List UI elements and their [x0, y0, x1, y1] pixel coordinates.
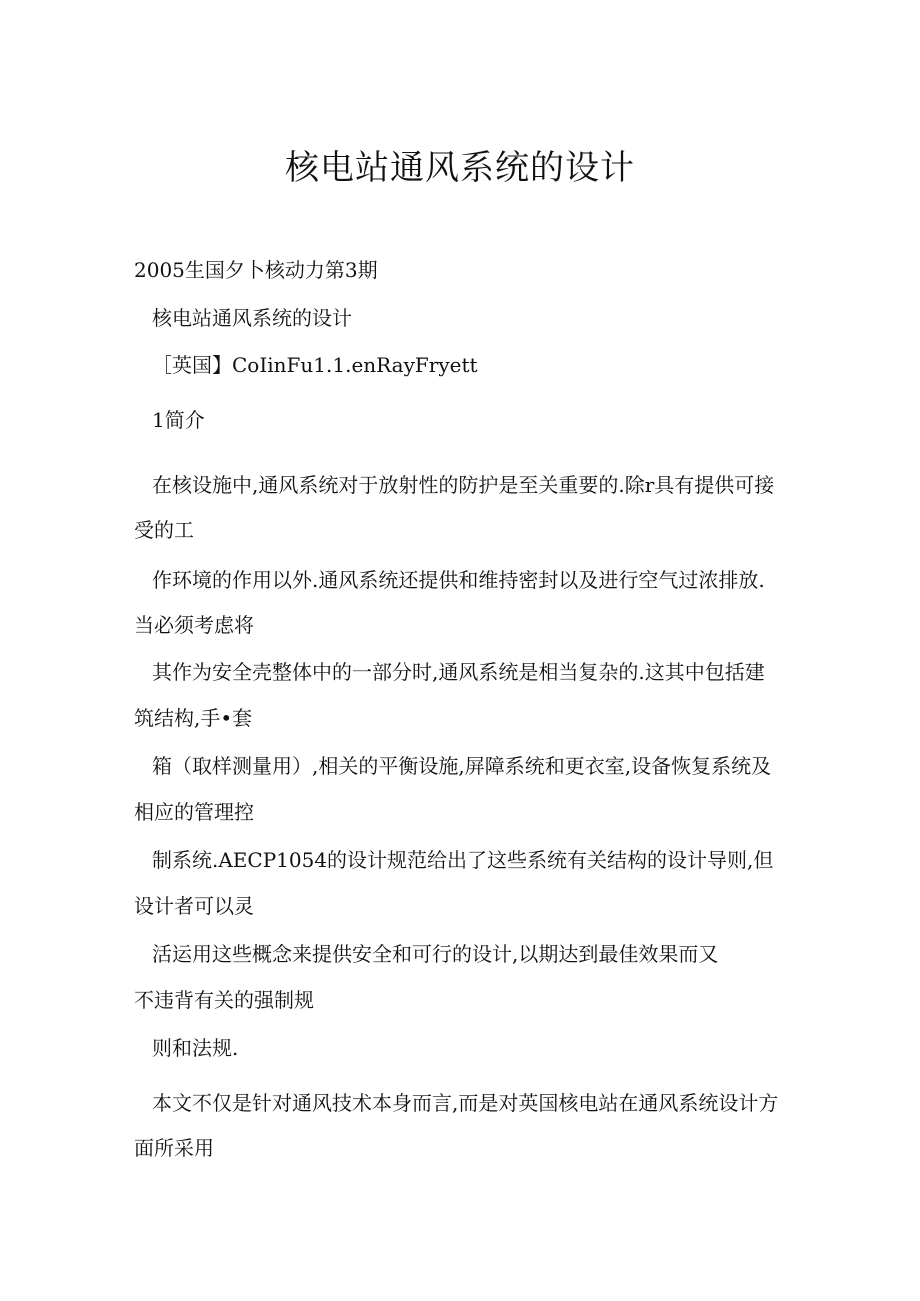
author-line: ［英国】CoIinFu1.1.enRayFryett: [152, 353, 478, 377]
body-line: 则和法规.: [152, 1036, 239, 1060]
body-line: 受的工: [134, 518, 194, 542]
body-line: 作环境的作用以外.通风系统还提供和维持密封以及进行空气过浓排放.: [152, 568, 765, 592]
subtitle-line: 核电站通风系统的设计: [152, 306, 352, 330]
document-title: 核电站通风系统的设计: [285, 148, 635, 188]
body-line: 活运用这些概念来提供安全和可行的设计,以期达到最佳效果而又: [152, 942, 719, 966]
body-line: 箱（取样测量用）,相关的平衡设施,屏障系统和更衣室,设备恢复系统及: [152, 754, 772, 778]
body-line: 相应的管理控: [134, 800, 254, 824]
section-heading: 1简介: [152, 408, 205, 432]
body-line: 制系统.AECP1054的设计规范给出了这些系统有关结构的设计导则,但: [152, 848, 774, 872]
body-line: 设计者可以灵: [134, 894, 254, 918]
body-line: 其作为安全壳整体中的一部分时,通风系统是相当复杂的.这其中包括建: [152, 660, 765, 684]
body-line: 不违背有关的强制规: [134, 988, 314, 1012]
body-line: 当必须考虑将: [134, 613, 254, 637]
body-line: 筑结构,手•套: [134, 706, 253, 730]
journal-line: 2005生国夕卜核动力第3期: [134, 258, 378, 282]
body-line: 面所采用: [134, 1136, 214, 1160]
body-line: 本文不仅是针对通风技术本身而言,而是对英国核电站在通风系统设计方: [152, 1091, 779, 1115]
body-line: 在核设施中,通风系统对于放射性的防护是至关重要的.除r具有提供可接: [152, 473, 775, 497]
